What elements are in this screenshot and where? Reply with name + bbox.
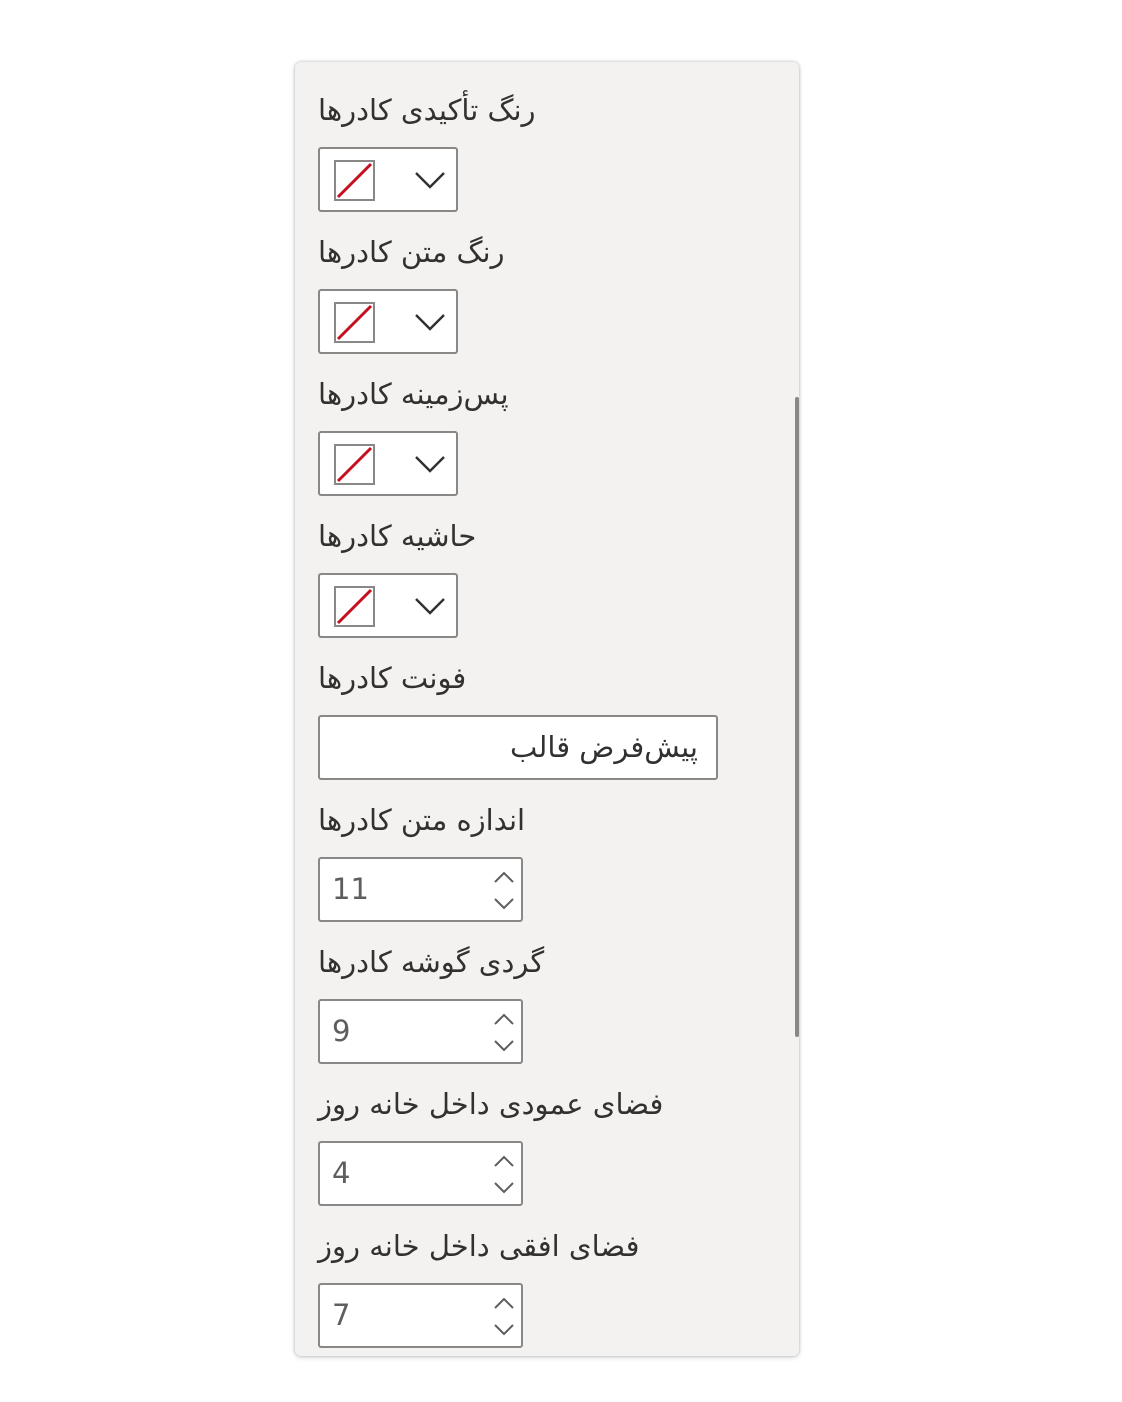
- text-size-spinner[interactable]: [318, 857, 523, 922]
- corner-radius-spinner[interactable]: [318, 999, 523, 1064]
- chevron-up-icon[interactable]: [492, 865, 516, 889]
- chevron-up-icon[interactable]: [492, 1149, 516, 1173]
- spinner-value[interactable]: 4: [332, 1156, 351, 1190]
- vertical-scrollbar[interactable]: [795, 397, 799, 1037]
- chevron-down-icon: [413, 453, 447, 475]
- field-background-color: [318, 374, 778, 496]
- chevron-down-icon: [413, 595, 447, 617]
- spinner-value[interactable]: 7: [332, 1298, 351, 1332]
- no-color-swatch-icon: [334, 302, 375, 343]
- horizontal-padding-spinner[interactable]: [318, 1283, 523, 1348]
- field-label: فونت کادرها: [318, 661, 467, 695]
- field-vertical-padding: [318, 1084, 778, 1206]
- border-color-picker[interactable]: [318, 573, 458, 638]
- spinner-value[interactable]: 9: [332, 1014, 351, 1048]
- chevron-down-icon[interactable]: [492, 892, 516, 916]
- field-text-color: [318, 232, 778, 354]
- chevron-up-icon[interactable]: [492, 1291, 516, 1315]
- field-label: حاشیه کادرها: [318, 519, 477, 553]
- chevron-down-icon[interactable]: [492, 1176, 516, 1200]
- field-corner-radius: [318, 942, 778, 1064]
- accent-color-picker[interactable]: [318, 147, 458, 212]
- field-text-size: [318, 800, 778, 922]
- no-color-swatch-icon: [334, 586, 375, 627]
- chevron-down-icon[interactable]: [492, 1034, 516, 1058]
- font-input[interactable]: پیش‌فرض قالب: [318, 715, 718, 780]
- field-label: گردی گوشه کادرها: [318, 945, 545, 979]
- field-label: رنگ متن کادرها: [318, 235, 505, 269]
- spinner-value[interactable]: 11: [332, 872, 369, 906]
- no-color-swatch-icon: [334, 160, 375, 201]
- field-label: اندازه متن کادرها: [318, 803, 526, 837]
- field-label: فضای عمودی داخل خانه روز: [318, 1087, 664, 1121]
- chevron-up-icon[interactable]: [492, 1007, 516, 1031]
- background-color-picker[interactable]: [318, 431, 458, 496]
- no-color-swatch-icon: [334, 444, 375, 485]
- text-color-picker[interactable]: [318, 289, 458, 354]
- field-horizontal-padding: [318, 1226, 778, 1348]
- vertical-padding-spinner[interactable]: [318, 1141, 523, 1206]
- field-font: [318, 658, 778, 780]
- field-label: فضای افقی داخل خانه روز: [318, 1229, 640, 1263]
- field-accent-color: [318, 90, 778, 212]
- settings-panel: [295, 62, 799, 1356]
- field-label: رنگ تأکیدی کادرها: [318, 93, 536, 127]
- field-border-color: [318, 516, 778, 638]
- chevron-down-icon: [413, 311, 447, 333]
- chevron-down-icon: [413, 169, 447, 191]
- chevron-down-icon[interactable]: [492, 1318, 516, 1342]
- field-label: پس‌زمینه کادرها: [318, 377, 509, 411]
